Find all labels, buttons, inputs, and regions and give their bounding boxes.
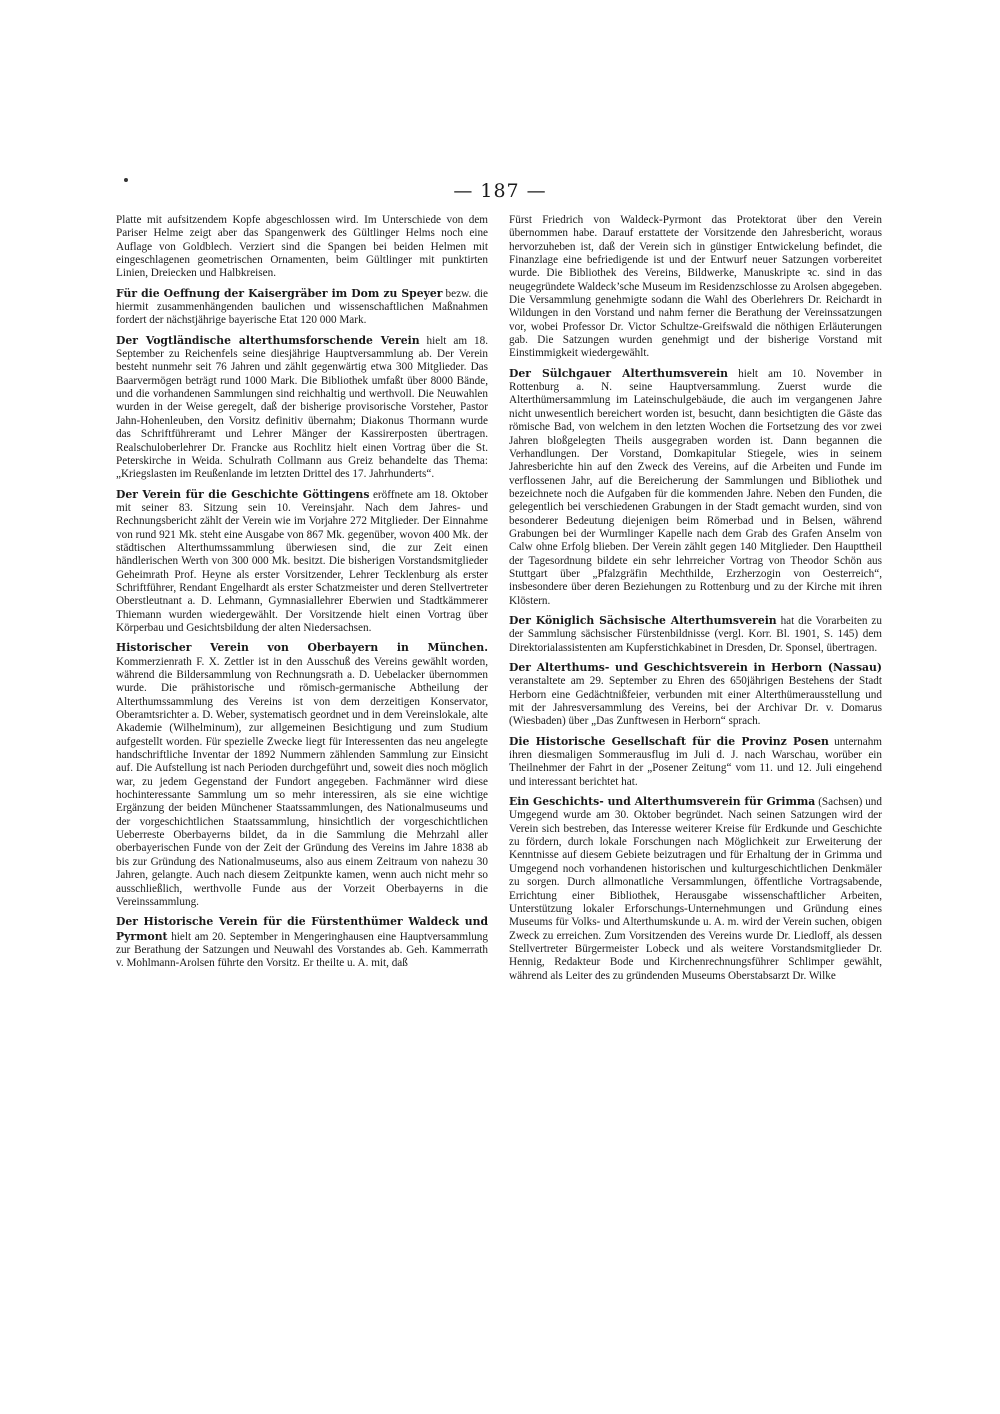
paragraph-heading: Für die Oeffnung der Kaisergräber im Dom zu Speyer — [116, 286, 443, 300]
paragraph-text: Fürst Friedrich von Waldeck-Pyrmont das Protektorat über den Verein übernommen habe. Darauf erstattete der Vorsitzende den Jahresbericht, woraus hervorzuheben ist, daß der Verein sich in günstiger Entwickelung befindet, die Finanzlage eine befriedigende ist und der Entwurf neuer Satzungen vorbereitet wurde. Die Bibliothek des Vereins, Bildwerke, Manuskripte ꝛc. sind in das neugegründete Waldeck’sche Museum im Residenzschlosse zu Arolsen abgegeben. Die Versammlung genehmigte sodann die Wahl des Oberlehrers Dr. Reichardt in Wildungen in den Vorstand und nahm ferner die Berathung der Vereinssatzungen vor, wobei Professor Dr. Victor Schultze-Greifswald die nöthigen Erläuterungen gab. Die Satzungen wurden genehmigt und der bisherige Vorstand mit Einstimmigkeit wiedergewählt. — [509, 214, 882, 360]
paragraph — [116, 334, 488, 482]
paragraph-text: hielt am 10. November in Rottenburg a. N. seine Hauptversammlung. Zuerst wurde die Alterthümersammlung im Lateinschulgebäude, die auch im vergangenen Jahre nicht unwesentlich bereichert worden ist, besucht, dann besichtigten die Gäste das römische Bad, von welchem in den letzten Wochen die Fortsetzung des vor zwei Jahren bloßgelegten Theils ausgegraben worden ist. Dann begannen die Verhandlungen. Der Vorstand, Domkapitular Stiegele, wies in seinem Jahresberichte hin auf den Zweck des Vereins, auf die Arbeiten und Funde im verflossenen Jahr, auf die Bereicherung der Sammlungen und Bibliothek und bezeichnete noch die Aufgaben für die kommenden Jahre. Neben den Funden, die gelegentlich bei verschiedenen Grabungen in der Stadt gemacht wurden, sind von besonderer Bedeutung diejenigen beim Römerbad und in Belsen, während Grabungen bei der Wurmlinger Kapelle nach dem Grab des Grafen Anselm von Calw ohne Erfolg blieben. Der Verein zählt gegen 140 Mitglieder. Den Haupttheil der Tagesordnung bildete ein sehr lehrreicher Vortrag von Theodor Schön aus Stuttgart über „Pfalzgräfin Mechthilde, Erzherzogin von Oesterreich“, insbesondere über deren Beziehungen zu Rottenburg und zu der Kirche mit ihren Klöstern. — [509, 367, 882, 607]
paragraph — [509, 661, 882, 729]
paragraph — [509, 367, 882, 608]
paragraph — [116, 488, 488, 636]
paragraph-heading: Der Vogtländische alterthumsforschende Verein — [116, 333, 420, 347]
paragraph-heading: Der Königlich Sächsische Alterthumsverein — [509, 613, 777, 627]
paragraph — [509, 614, 882, 655]
paragraph-heading: Der Sülchgauer Alterthumsverein — [509, 366, 729, 380]
paragraph — [509, 214, 882, 361]
paragraph — [509, 795, 882, 983]
paragraph-text: Platte mit aufsitzendem Kopfe abgeschlossen wird. Im Unterschiede von dem Pariser Helme zeigt aber das Spangenwerk des Gültlinger Helms noch eine Auflage von Goldblech. Verziert sind die Spangen bei beiden Helmen mit eingeschlagenen geometrischen Ornamenten, beim Gültlinger mit punktirten Linien, Dreiecken und Halbkreisen. — [116, 214, 488, 280]
paragraph — [116, 214, 488, 281]
paragraph-heading: Der Historische Verein für die Fürstenthümer Waldeck und Pyrmont — [116, 915, 488, 943]
paragraph-text: hat die Vorarbeiten zu der Sammlung sächsischer Fürstenbildnisse (vergl. Korr. Bl. 1901, S. 145) dem Direktorialassistenten am Kupferstichkabinet in Dresden, Dr. Sponsel, übertragen. — [509, 614, 882, 654]
paragraph-heading: Ein Geschichts- und Alterthumsverein für Grimma — [509, 795, 816, 809]
paragraph-text: hielt am 18. September zu Reichenfels seine diesjährige Hauptversammlung ab. Der Verein besteht nunmehr seit 76 Jahren und zählt gegenwärtig etwa 300 Mitglieder. Das Baarvermögen beträgt rund 1000 Mark. Die Bibliothek umfaßt über 8000 Bände, und die vorhandenen Sammlungen sind reichhaltig und werthvoll. Die Neuwahlen wurden in der Weise geregelt, daß der bisherige provisorische Vorsteher, Pastor Jahn-Hohenleuben, den Vorsitz definitiv übernahm; Diakonus Thormann wurde das Schriftführeramt und Lehrer Mänger der Kassirerposten übertragen. Realschuloberlehrer Dr. Francke aus Rochlitz hielt einen Vortrag über die St. Peterskirche in Weida. Schulrath Collmann aus Greiz behandelte das Thema: „Kriegslasten im Reußenlande im letzten Drittel des 17. Jahrhunderts“. — [116, 334, 488, 481]
paragraph-text: hielt am 20. September in Mengeringhausen eine Hauptversammlung zur Berathung der Satzungen und Neuwahl des Vorstandes ab. Geh. Kammerrath v. Mohlmann-Arolsen führte den Vorsitz. Er theilte u. A. mit, daß — [116, 930, 488, 970]
right-column — [509, 214, 882, 989]
speck-mark — [124, 178, 128, 182]
paragraph-text: veranstaltete am 29. September zu Ehren des 650jährigen Bestehens der Stadt Herborn eine Gedächtnißfeier, verbunden mit einer Alterthümerausstellung und mit der Jahresversammlung des Vereins, bei der Archivar Dr. v. Domarus (Wiesbaden) über „Das Zunftwesen in Herborn“ sprach. — [509, 675, 882, 728]
paragraph — [116, 915, 488, 970]
paragraph-heading: Historischer Verein von Oberbayern in München. — [116, 641, 488, 655]
paragraph-text: (Sachsen) und Umgegend wurde am 30. Oktober begründet. Nach seinen Satzungen wird der Verein sich bestreben, das Interesse weiterer Kreise für Erdkunde und Geschichte zu fördern, durch lokale Forschungen nach Möglichkeit zur Erweiterung der Kenntnisse auf diesem Gebiete beizutragen und für Erhaltung der in Grimma und Umgegend noch vorhandenen historischen und kulturgeschichtlichen Denkmäler zu sorgen. Durch allmonatliche Versammlungen, öffentliche Vortragsabende, Errichtung einer Bibliothek, Herausgabe wissenschaftlicher Arbeiten, Unterstützung lokaler Erforschungs-Unternehmungen und Gründung eines Museums für Volks- und Alterthumskunde u. A. m. wird der Verein suchen, obigen Zweck zu erreichen. Zum Vorsitzenden des Vereins wurde Dr. Liedloff, als dessen Stellvertreter Bürgermeister Lobeck und als weitere Vorstandsmitglieder Dr. Hennig, Redakteur Bode und Kirchenrechnungsführer Schlimper gewählt, während als Leiter des zu gründenden Museums Oberstabsarzt Dr. Wilke — [509, 796, 882, 982]
paragraph-text: bezw. die hiermit zusammenhängenden baulichen und wissenschaftlichen Maßnahmen fordert der nächstjährige bayerische Etat 120 000 Mark. — [116, 287, 488, 327]
left-column — [116, 214, 488, 977]
paragraph — [116, 287, 488, 328]
paragraph-text: unternahm ihren diesmaligen Sommerausflug im Juli d. J. nach Warschau, worüber ein Theilnehmer der Fahrt in der „Posener Zeitung“ vom 11. und 12. Juli eingehend und interessant berichtet hat. — [509, 735, 882, 788]
paragraph — [116, 641, 488, 909]
paragraph-text: Kommerzienrath F. X. Zettler ist in den Ausschuß des Vereins gewählt worden, während die Bildersammlung von Rechnungsrath a. D. Uebelacker übernommen wurde. Die prähistorische und römisch-germanische Abtheilung der Alterthumssammlung des Vereins ist von dem derzeitigen Konservator, Oberamtsrichter a. D. Weber, systematisch geordnet und in dem Vereinslokale, alte Akademie (Wilhelminum), zur allgemeinen Besichtigung und zum Studium aufgestellt worden. Für spezielle Zwecke liegt für Interessenten das neu angelegte handschriftliche Inventar der 1892 Nummern zählenden Sammlung zur Einsicht auf. Die Aufstellung ist nach Perioden durchgeführt und, soweit dies noch möglich war, zu jedem Gegenstand der Fundort angegeben. Fachmänner wird diese hochinteressante Sammlung um so mehr interessiren, als sie eine wichtige Ergänzung der beiden Münchener Staatssammlungen, des Nationalmuseums und der vorgeschichtlichen Staatssammlung, hinsichtlich der vorgeschichtlichen Ueberreste Oberbayerns bildet, da in die Sammlung die Mehrzahl aller oberbayerischen Funde von der Zeit der Gründung des Vereins im Jahre 1838 ab bis zur Gründung des Nationalmuseums, also aus einem Zeitraum von nahezu 30 Jahren, gelangte. Auch nach diesem Zeitpunkte kamen, wenn auch nicht mehr so ausschließlich, werthvolle Funde aus der Vorzeit Oberbayerns in die Vereinssammlung. — [116, 655, 488, 908]
paragraph-text: eröffnete am 18. Oktober mit seiner 83. Sitzung sein 10. Vereinsjahr. Nach dem Jahres- und Rechnungsbericht zählt der Verein wie im Vorjahre 272 Mitglieder. Der Einnahme von rund 921 Mk. steht eine Ausgabe von 867 Mk. gegenüber, wovon 400 Mk. der städtischen Alterthumssammlung überwiesen sind, die zur Zeit einen händlerischen Werth von 300 000 Mk. besitzt. Die bisherigen Vorstandsmitglieder Geheimrath Prof. Heyne als erster Vorsitzender, Lehrer Tecklenburg als erster Schriftführer, Rendant Engelhardt als erster Schatzmeister und deren Stellvertreter Oberstleutnant a. D. Lehmann, Gymnasiallehrer Eberwien und Stadtkämmerer Thiemann wurden wiedergewählt. Der Vorsitzende hielt einen Vortrag über Körperbau und Gesichtsbildung der alten Niedersachsen. — [116, 488, 488, 634]
paragraph-heading: Die Historische Gesellschaft für die Provinz Posen — [509, 734, 829, 748]
paragraph-heading: Der Verein für die Geschichte Göttingens — [116, 487, 370, 501]
page-number: — 187 — — [453, 180, 547, 202]
paragraph-heading: Der Alterthums- und Geschichtsverein in Herborn (Nassau) — [509, 661, 882, 674]
paragraph — [509, 735, 882, 789]
